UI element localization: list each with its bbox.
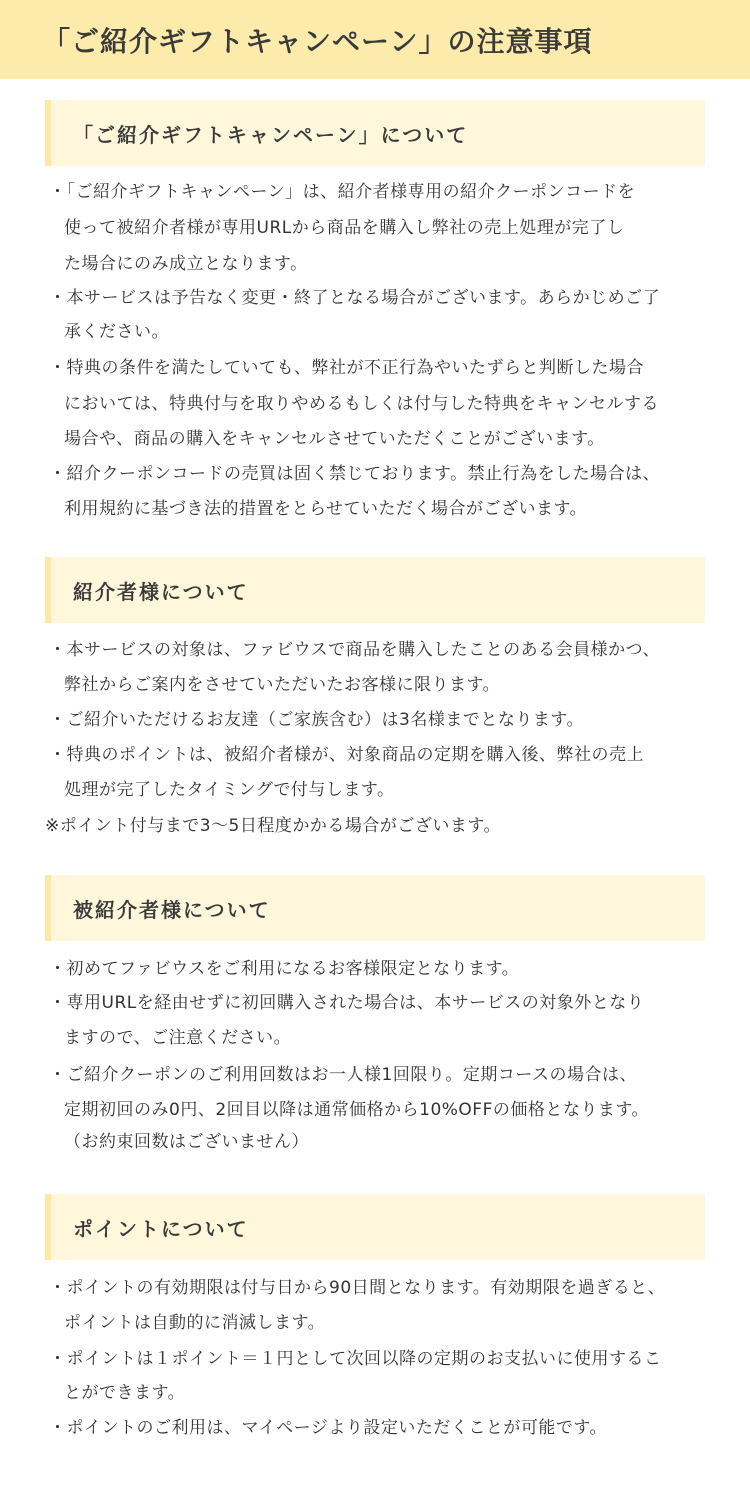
list-item: ・ポイントは１ポイント＝１円として次回以降の定期のお支払いに使用するこ: [49, 1349, 662, 1369]
list-item: ・ポイントの有効期限は付与日から90日間となります。有効期限を過ぎると、: [49, 1278, 666, 1298]
list-item-continuation: 利用規約に基づき法的措置をとらせていただく場合がございます。: [64, 499, 588, 519]
page-title: 「ご紹介ギフトキャンペーン」の注意事項: [42, 24, 593, 58]
section-heading-referrer: [45, 557, 705, 623]
list-item: ・紹介クーポンコードの売買は固く禁じております。禁止行為をした場合は、: [49, 464, 661, 484]
list-item-continuation: 定期初回のみ0円、2回目以降は通常価格から10%OFFの価格となります。: [64, 1100, 649, 1120]
list-item: ・特典のポイントは、被紹介者様が、対象商品の定期を購入後、弊社の売上: [49, 745, 644, 765]
list-item: ・「ご紹介ギフトキャンペーン」は、紹介者様専用の紹介クーポンコードを: [49, 182, 636, 202]
list-item-continuation: （お約束回数はございません）: [64, 1132, 309, 1152]
list-item: ・ご紹介いただけるお友達（ご家族含む）は3名様までとなります。: [49, 710, 584, 730]
list-item-continuation: においては、特典付与を取りやめるもしくは付与した特典をキャンセルする: [64, 394, 659, 414]
list-item-continuation: た場合にのみ成立となります。: [64, 254, 308, 274]
list-item-continuation: 承ください。: [64, 322, 169, 342]
section-heading-text: 被紹介者様について: [73, 897, 271, 922]
section-heading-text: ポイントについて: [73, 1216, 249, 1241]
list-item-continuation: 使って被紹介者様が専用URLから商品を購入し弊社の売上処理が完了し: [64, 218, 625, 238]
list-item: ・ご紹介クーポンのご利用回数はお一人様1回限り。定期コースの場合は、: [49, 1065, 637, 1085]
list-item-continuation: 場合や、商品の購入をキャンセルさせていただくことがございます。: [64, 429, 605, 449]
list-item: ・本サービスの対象は、ファビウスで商品を購入したことのある会員様かつ、: [49, 640, 660, 660]
list-item: ・専用URLを経由せずに初回購入された場合は、本サービスの対象外となり: [49, 993, 645, 1013]
note-text: ※ポイント付与まで3〜5日程度かかる場合がございます。: [45, 816, 502, 836]
list-item-continuation: ますので、ご注意ください。: [64, 1028, 292, 1048]
list-item: ・ポイントのご利用は、マイページより設定いただくことが可能です。: [49, 1418, 607, 1438]
list-item-continuation: 処理が完了したタイミングで付与します。: [64, 780, 395, 800]
section-heading-points: [45, 1194, 705, 1260]
section-heading-text: 「ご紹介ギフトキャンペーン」について: [73, 122, 469, 147]
list-item: ・初めてファビウスをご利用になるお客様限定となります。: [49, 959, 520, 979]
section-heading-referee: [45, 875, 705, 941]
list-item: ・本サービスは予告なく変更・終了となる場合がございます。あらかじめご了: [49, 288, 661, 308]
list-item-continuation: ポイントは自動的に消滅します。: [64, 1313, 326, 1333]
list-item-continuation: 弊社からご案内をさせていただいたお客様に限ります。: [64, 675, 501, 695]
page-header: [0, 0, 750, 79]
section-heading-campaign: [45, 100, 705, 166]
list-item: ・特典の条件を満たしていても、弊社が不正行為やいたずらと判断した場合: [49, 358, 644, 378]
section-heading-text: 紹介者様について: [73, 579, 249, 604]
list-item-continuation: とができます。: [64, 1383, 186, 1403]
